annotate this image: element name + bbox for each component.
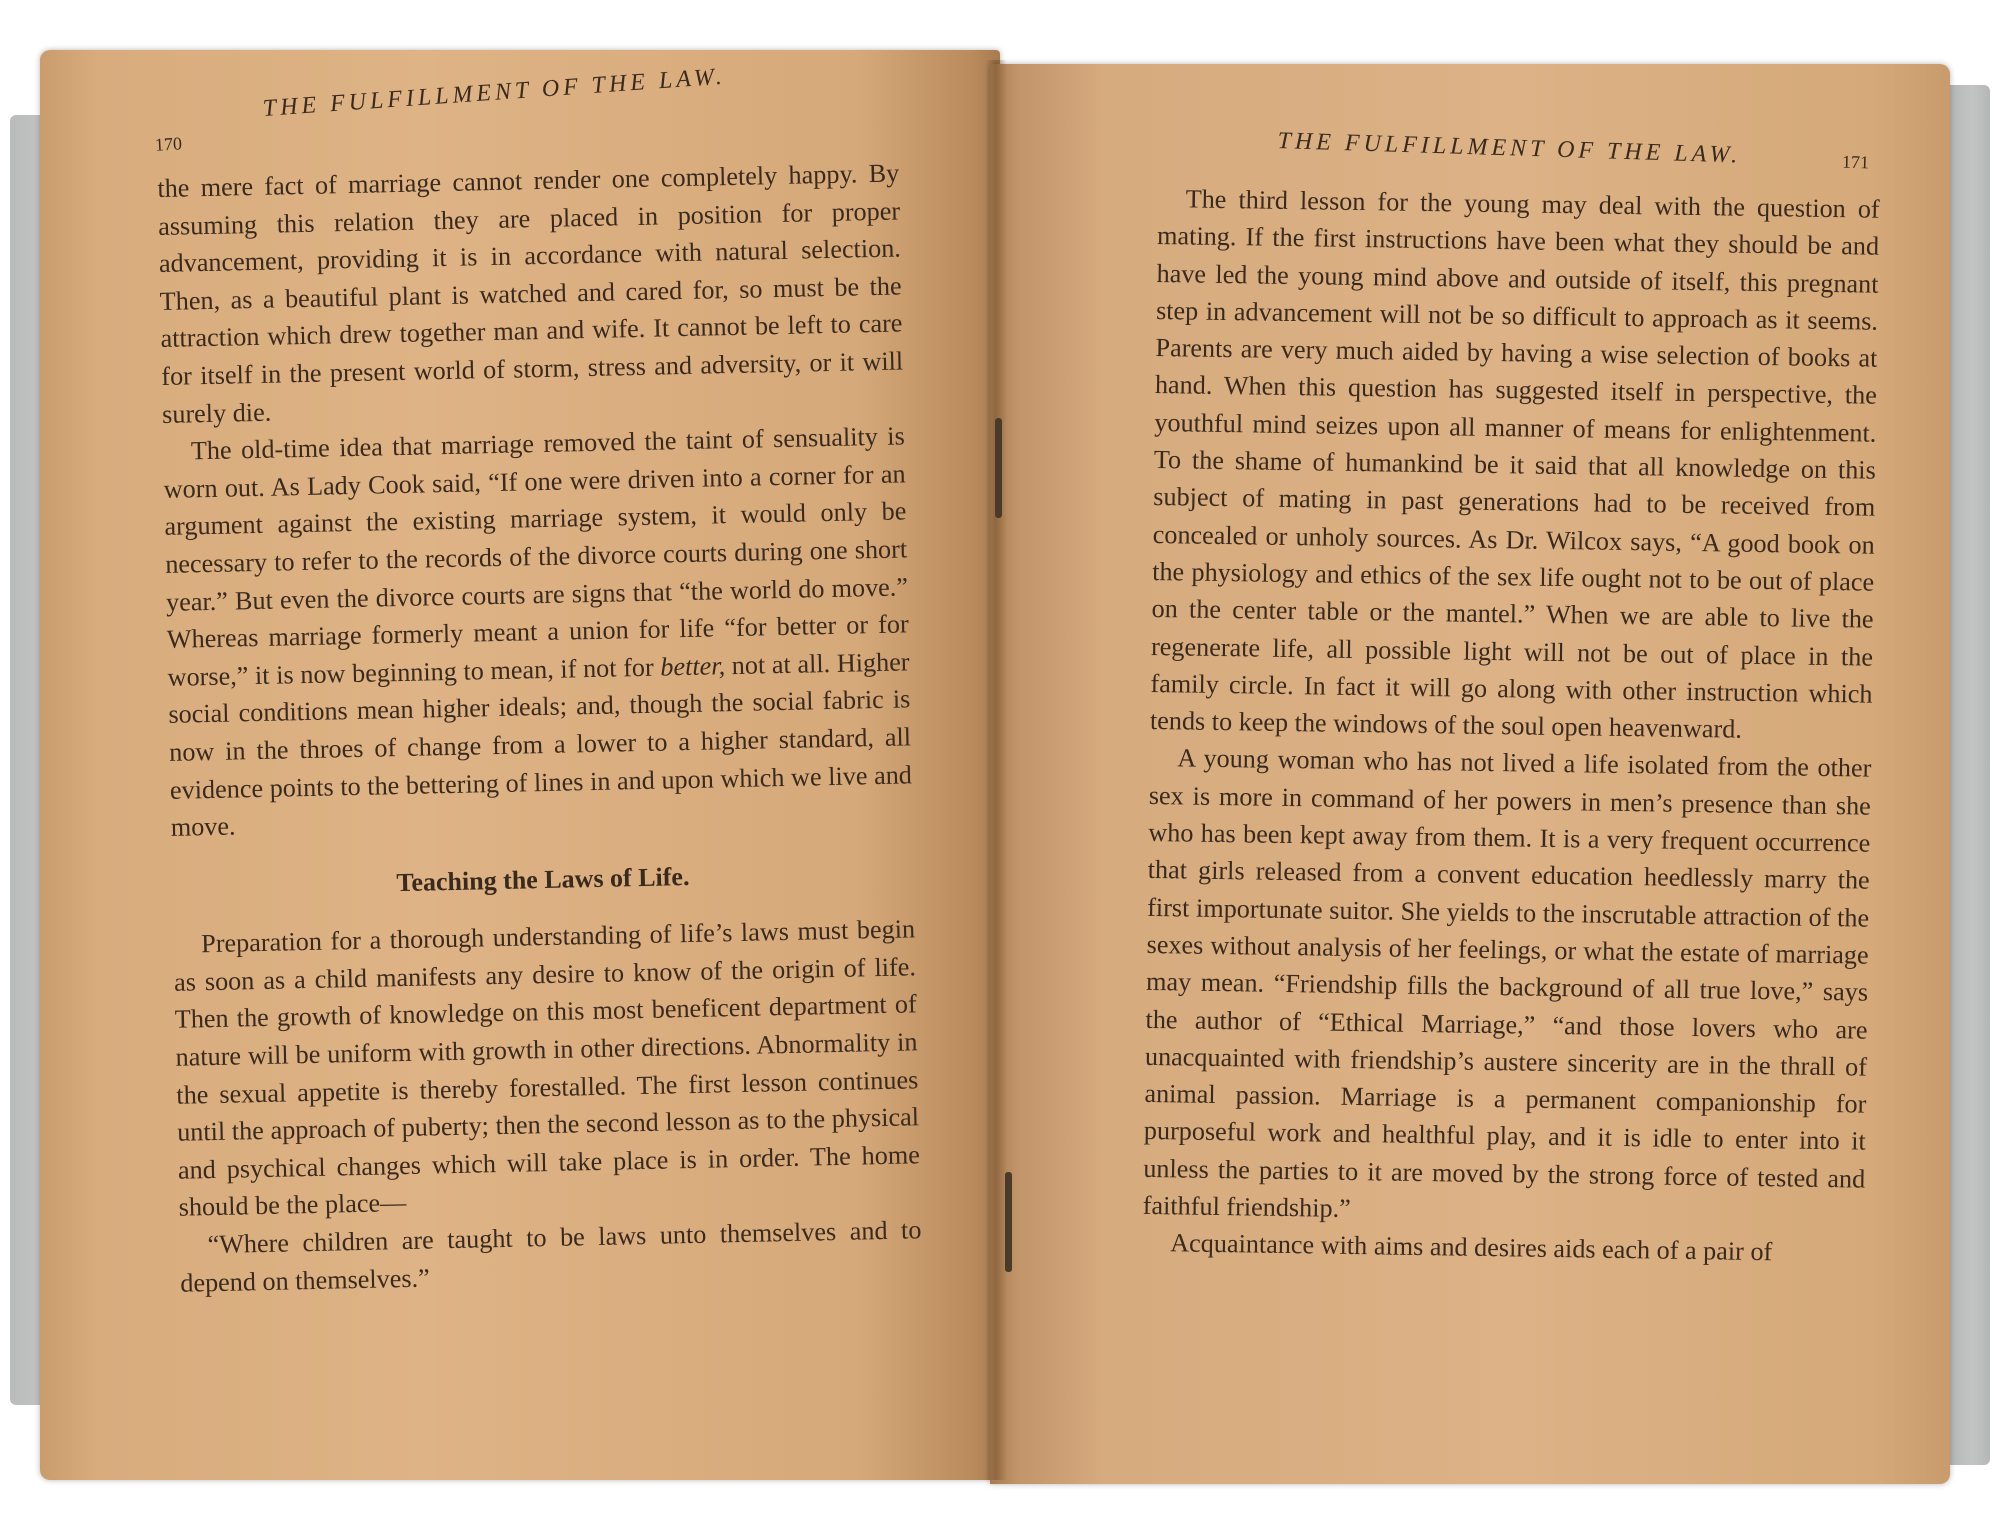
paragraph: Acquaintance with aims and desires aids each of a pair of	[1170, 1228, 1773, 1267]
right-page-text	[1142, 180, 1880, 1272]
paragraph: A young woman who has not lived a life isolated from the other sex is more in command of her powers in men’s presence than she who has been kept away from them. It is a very frequent occurrence that girls released from a convent education heedlessly marry the first importunate suitor. She yields to the inscrutable attraction of the sexes without analysis of her feelings, or what the estate of marriage may mean. “Friendship fills the background of all true love,” says the author of “Ethical Marriage,” “and those lovers who are unacquainted with friendship’s austere sincerity are in the thrall of animal passion. Marriage is a permanent companionship for purposeful work and healthful play, and it is idle to enter into it unless the parties to it are moved by the strong force of tested and faithful friendship.”	[1142, 743, 1872, 1223]
paragraph: The third lesson for the young may deal with the question of mating. If the first instructions have been what they should be and have led the young mind above and outside of itself, this pregnant step in advancement will not be so difficult to approach as it seems. Parents are very much aided by having a wise selection of books at hand. When this question has suggested itself in perspective, the youthful mind seizes upon all manner of means for enlightenment. To the shame of humankind be it said that all knowledge on this subject of mating in past generations had to be received from concealed or unholy sources. As Dr. Wilcox says, “A good book on the physiology and ethics of the sex life ought not to be out of place on the center table or the mantel.” When we are able to live the regenerate life, all possible light will not be out of place in the family circle. In fact it will go along with other instruction which tends to keep the windows of the soul open heavenward.	[1149, 184, 1880, 744]
book-gutter	[985, 60, 1007, 1480]
paragraph-text: not at all. Higher social conditions mean higher ideals; and, though the social fabric is now in the throes of change from a lower to a higher standard, all evidence points to the bettering of lines in and upon which we live and move.	[168, 647, 913, 842]
paragraph: the mere fact of marriage cannot render one completely happy. By assuming this relation they are placed in position for proper advancement, providing it is in accordance with natural selection. Then, as a beautiful plant is watched and cared for, so must be the attraction which drew together man and wife. It cannot be left to care for itself in the present world of storm, stress and adversity, or it will surely die.	[157, 158, 904, 429]
paragraph-text: The old-time idea that marriage removed the taint of sensuality is worn out. As Lady Cook said, “If one were driven into a corner for an argument against the existing marriage system, it would only be necessary to refer to the records of the divorce courts during one short year.” But even the divorce courts are signs that “the world do move.” Whereas marriage formerly meant a union for life “for better or for worse,” it is now beginning to mean, if not for	[163, 421, 909, 692]
binding-staple-top	[995, 418, 1002, 518]
running-head-left: THE FULFILLMENT OF THE LAW.	[262, 63, 727, 122]
paragraph: Preparation for a thorough understanding of life’s laws must begin as soon as a child manifests any desire to know of the origin of life. Then the growth of knowledge on this most beneficent department of nature will be uniform with growth in other directions. Abnormality in the sexual appetite is thereby forestalled. The first lesson continues until the approach of puberty; then the second lesson as to the physical and psychical changes which will take place is in order. The home should be the place—	[173, 914, 921, 1223]
paragraph	[163, 418, 913, 847]
binding-staple-bottom	[1005, 1172, 1012, 1272]
quotation: “Where children are taught to be laws unto themselves and to depend on themselves.”	[180, 1215, 922, 1298]
left-page-text	[157, 154, 923, 1302]
page-number-right: 171	[1841, 151, 1870, 173]
section-heading: Teaching the Laws of Life.	[396, 861, 690, 897]
italic-emphasis: better,	[660, 650, 726, 682]
page-number-left: 170	[154, 133, 183, 155]
running-head-right: THE FULFILLMENT OF THE LAW.	[1277, 128, 1742, 169]
